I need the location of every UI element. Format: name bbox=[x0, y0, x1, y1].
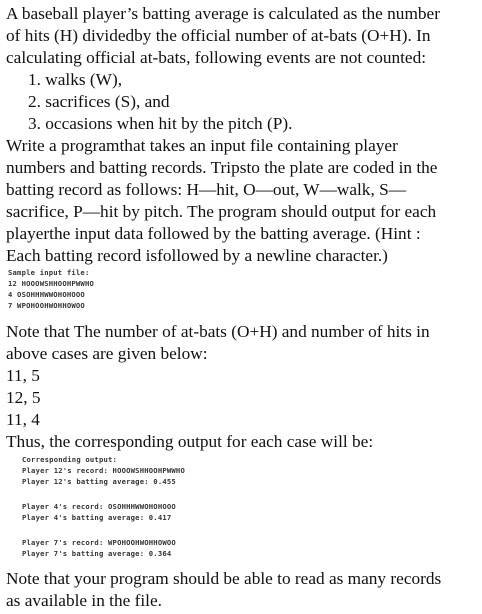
sample-input-line: 7 WPOHOOHWOHHOWOO bbox=[8, 301, 85, 310]
sample-input-heading: Sample input file: bbox=[8, 268, 90, 277]
list-item-hit-by-pitch: 3. occasions when hit by the pitch (P). bbox=[28, 114, 293, 133]
list-item-sacrifices: 2. sacrifices (S), and bbox=[28, 92, 170, 111]
output-average-line: Player 4's batting average: 0.417 bbox=[22, 513, 172, 522]
thus-line: Thus, the corresponding output for each case will be: bbox=[6, 432, 374, 451]
task-line-3: batting record as follows: H—hit, O—out, W—walk, S— bbox=[6, 180, 406, 199]
task-line-1: Write a programthat takes an input file containing player bbox=[6, 136, 398, 155]
count-line: 11, 5 bbox=[6, 366, 40, 385]
note-line-2: above cases are given below: bbox=[6, 344, 208, 363]
count-line: 12, 5 bbox=[6, 388, 41, 407]
task-line-2: numbers and batting records. Tripsto the plate are coded in the bbox=[6, 158, 438, 177]
output-record-line: Player 12's record: HOOOWSHHOOHPWWHO bbox=[22, 466, 185, 475]
task-line-5: playerthe input data followed by the batting average. (Hint : bbox=[6, 224, 421, 243]
final-note-line-1: Note that your program should be able to read as many records bbox=[6, 569, 442, 588]
task-line-4: sacrifice, P—hit by pitch. The program should output for each bbox=[6, 202, 437, 221]
output-average-line: Player 7's batting average: 0.364 bbox=[22, 549, 172, 558]
output-heading: Corresponding output: bbox=[22, 455, 118, 464]
list-item-walks: 1. walks (W), bbox=[28, 70, 123, 89]
sample-input-line: 4 OSOHHHWWOHOHOOO bbox=[8, 290, 85, 299]
intro-line-1: A baseball player’s batting average is calculated as the number bbox=[6, 4, 440, 23]
count-line: 11, 4 bbox=[6, 410, 40, 429]
sample-input-line: 12 HOOOWSHHOOHPWWHO bbox=[8, 279, 95, 288]
intro-line-2: of hits (H) dividedby the official number of at-bats (O+H). In bbox=[6, 26, 431, 45]
output-record-line: Player 4's record: OSOHHHWWOHOHOOO bbox=[22, 502, 176, 511]
output-average-line: Player 12's batting average: 0.455 bbox=[22, 477, 176, 486]
output-record-line: Player 7's record: WPOHOOHWOHHOWOO bbox=[22, 538, 176, 547]
task-line-6: Each batting record isfollowed by a newline character.) bbox=[6, 246, 388, 265]
note-line-1: Note that The number of at-bats (O+H) and number of hits in bbox=[6, 322, 430, 341]
final-note-line-2: as available in the file. bbox=[6, 591, 162, 610]
intro-line-3: calculating official at-bats, following events are not counted: bbox=[6, 48, 427, 67]
